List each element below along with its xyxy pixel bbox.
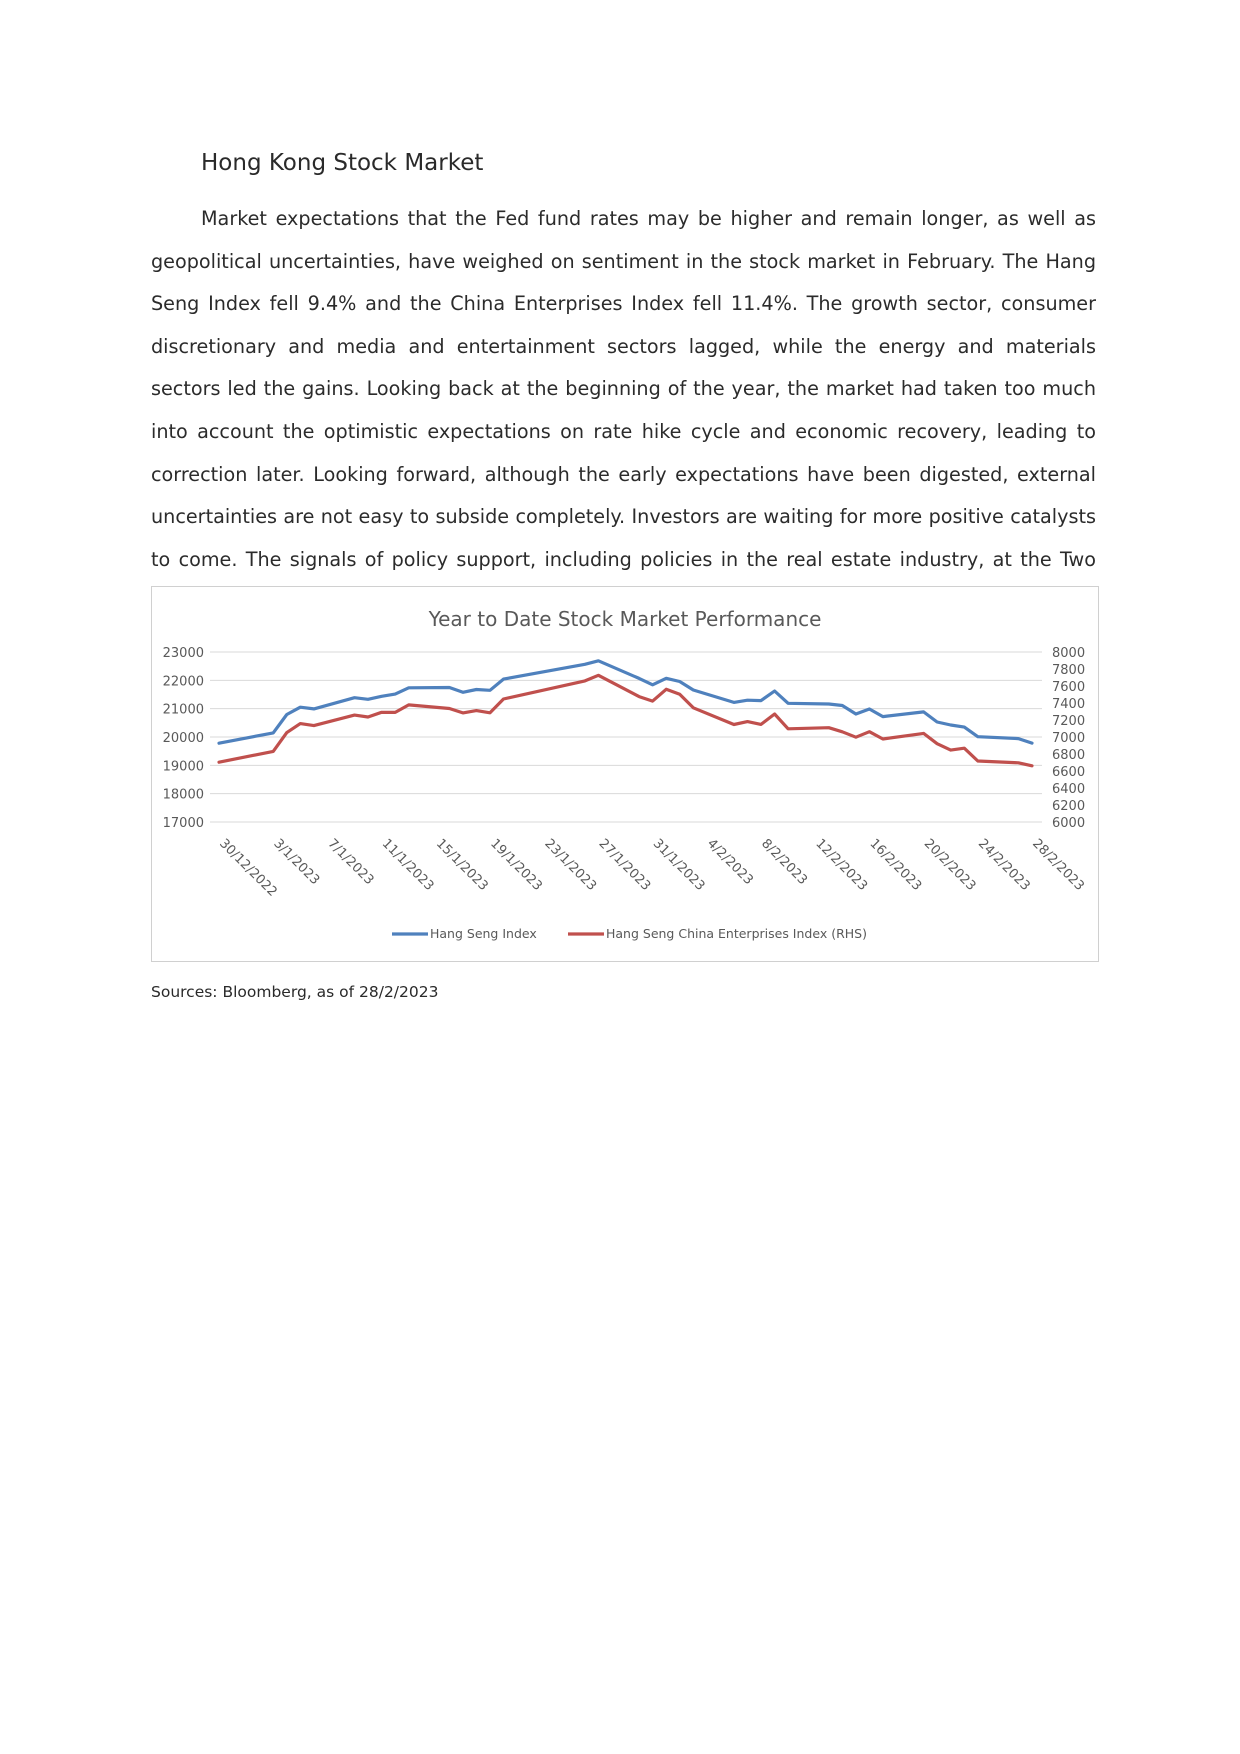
x-tick-label: 3/1/2023 xyxy=(270,836,323,889)
legend-label: Hang Seng Index xyxy=(430,926,537,941)
body-paragraph: Market expectations that the Fed fund rates may be higher and remain longer, as well as geopolitical uncertainties, have weighed on sentiment in the stock market in February. The Hang Seng Index fell 9.4% and the China Enterprises Index fell 11.4%. The growth sector, consumer discretionary and media and entertainment sectors lagged, while the energy and materials sectors led the gains. Looking back at the beginning of the year, the market had taken too much into account the optimistic expectations on rate hike cycle and economic recovery, leading to correction later. Looking forward, although the early expectations have been digested, external uncertainties are not easy to subside completely. Investors are waiting for more positive catalysts to come. The signals of policy support, including policies in the real estate industry, at the Two xyxy=(151,207,1096,571)
chart-container xyxy=(151,586,1099,962)
x-tick-label: 27/1/2023 xyxy=(595,836,654,894)
x-tick-label: 31/1/2023 xyxy=(649,836,708,894)
right-tick-label: 8000 xyxy=(1052,646,1086,661)
left-tick-label: 17000 xyxy=(162,816,204,831)
x-tick-label: 28/2/2023 xyxy=(1029,836,1087,894)
source-note: Sources: Bloomberg, as of 28/2/2023 xyxy=(151,983,439,1001)
right-tick-label: 7600 xyxy=(1052,680,1086,695)
x-tick-label: 23/1/2023 xyxy=(541,836,600,894)
series-lines xyxy=(219,661,1032,766)
x-tick-label: 19/1/2023 xyxy=(487,836,545,894)
x-tick-label: 30/12/2022 xyxy=(216,836,280,900)
x-tick-label: 11/1/2023 xyxy=(378,836,437,894)
x-axis-ticks xyxy=(216,836,1087,900)
left-tick-label: 18000 xyxy=(162,787,204,803)
x-tick-label: 15/1/2023 xyxy=(432,836,491,894)
section-heading: Hong Kong Stock Market xyxy=(201,150,484,176)
hang-seng-index-line xyxy=(219,661,1032,743)
x-tick-label: 24/2/2023 xyxy=(974,836,1033,894)
left-tick-label: 19000 xyxy=(162,759,204,775)
x-tick-label: 16/2/2023 xyxy=(866,836,925,894)
hscei-line xyxy=(219,675,1032,766)
left-tick-label: 20000 xyxy=(162,731,204,746)
x-tick-label: 20/2/2023 xyxy=(920,836,979,894)
right-tick-label: 7000 xyxy=(1052,731,1086,746)
legend-label: Hang Seng China Enterprises Index (RHS) xyxy=(606,926,867,941)
chart-title: Year to Date Stock Market Performance xyxy=(428,607,822,631)
chart-legend xyxy=(392,926,867,941)
line-chart xyxy=(152,587,1098,961)
x-tick-label: 4/2/2023 xyxy=(703,836,756,889)
left-tick-label: 23000 xyxy=(162,646,204,661)
right-tick-label: 7200 xyxy=(1052,714,1086,729)
right-tick-label: 7400 xyxy=(1052,697,1086,712)
left-tick-label: 22000 xyxy=(162,674,204,690)
x-tick-label: 7/1/2023 xyxy=(324,836,377,889)
x-tick-label: 8/2/2023 xyxy=(758,836,811,889)
right-tick-label: 6400 xyxy=(1052,782,1086,797)
right-axis-ticks xyxy=(1052,646,1085,831)
x-tick-label: 12/2/2023 xyxy=(812,836,871,894)
right-tick-label: 6000 xyxy=(1052,816,1086,831)
right-tick-label: 6200 xyxy=(1052,799,1086,814)
left-tick-label: 21000 xyxy=(162,702,204,718)
left-axis-ticks xyxy=(163,646,204,831)
right-tick-label: 6800 xyxy=(1052,748,1086,763)
right-tick-label: 6600 xyxy=(1052,765,1086,780)
right-tick-label: 7800 xyxy=(1052,663,1086,678)
gridlines xyxy=(210,652,1042,822)
